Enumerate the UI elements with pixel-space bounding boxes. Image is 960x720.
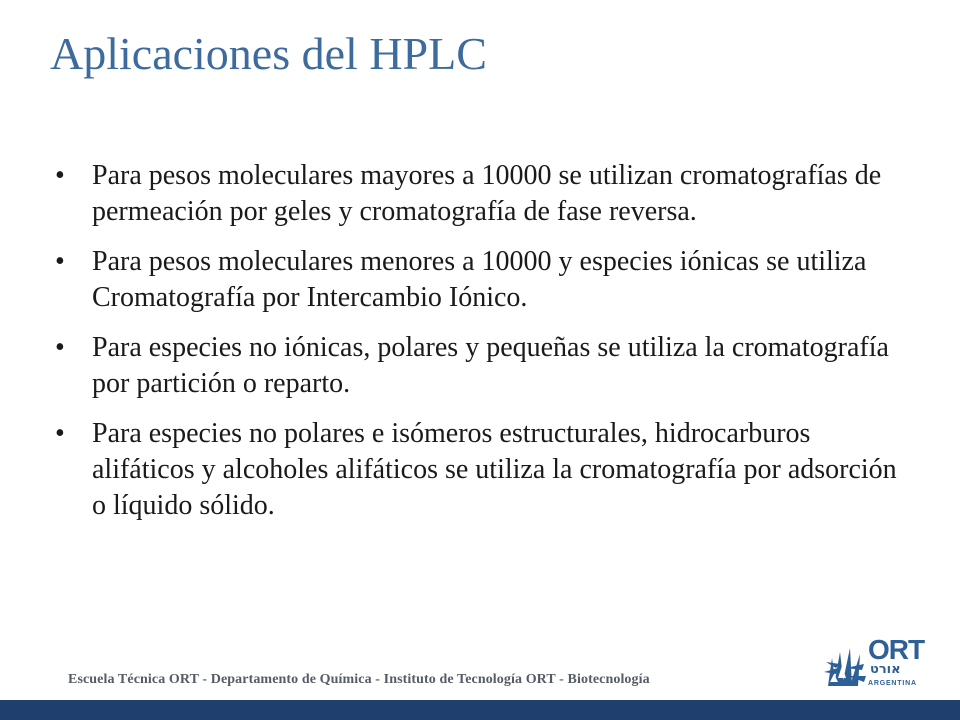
- bullet-text: Para pesos moleculares mayores a 10000 se utilizan cromatografías de permeación por geles y cromatografía de fase reversa.: [92, 160, 882, 227]
- bullet-dot-icon: •: [55, 418, 65, 449]
- logo-hebrew-text: אורט: [870, 662, 901, 677]
- list-item: [55, 158, 915, 230]
- bullet-text: Para especies no iónicas, polares y pequeñas se utiliza la cromatografía por partición o reparto.: [92, 332, 889, 399]
- bullet-list: [55, 158, 915, 538]
- list-item: [55, 244, 915, 316]
- bullet-text: Para pesos moleculares menores a 10000 y especies iónicas se utiliza Cromatografía por Intercambio Iónico.: [92, 246, 867, 313]
- bullet-dot-icon: •: [55, 246, 65, 277]
- bullet-dot-icon: •: [55, 332, 65, 363]
- list-item: [55, 416, 915, 524]
- logo-text: ORT: [868, 634, 925, 665]
- ort-star-emblem-icon: [822, 638, 866, 688]
- bottom-bar: [0, 700, 960, 720]
- bullet-dot-icon: •: [55, 160, 65, 191]
- footer-text: Escuela Técnica ORT - Departamento de Química - Instituto de Tecnología ORT - Biotecnología: [68, 672, 650, 687]
- bullet-text: Para especies no polares e isómeros estructurales, hidrocarburos alifáticos y alcoholes alifáticos se utiliza la cromatografía por adsorción o líquido sólido.: [92, 418, 897, 521]
- slide-title: Aplicaciones del HPLC: [50, 28, 487, 79]
- list-item: [55, 330, 915, 402]
- logo-subtitle: ARGENTINA: [868, 680, 917, 687]
- ort-logo: [822, 634, 934, 690]
